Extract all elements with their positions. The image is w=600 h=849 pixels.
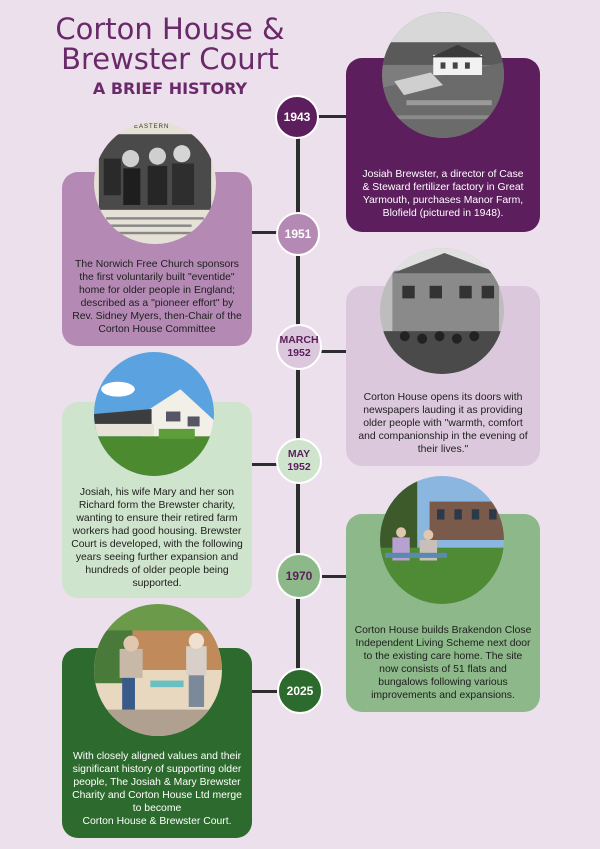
node-2025: [277, 668, 323, 714]
node-1951: [276, 212, 320, 256]
photo-brakendon-close: [380, 476, 504, 604]
node-1951-label: 1951: [284, 226, 312, 241]
card-may-1952-text: Josiah, his wife Mary and her son Richard form the Brewster charity, wanting to ensure their retired farm workers had good housing. Brewster Court is developed, with the following years seeing further expansion and hundreds of older people being supported.: [71, 487, 243, 589]
card-1970-text: Corton House builds Brakendon Close Independent Living Scheme next door to the existing care home. The site now consists of 51 flats and bungalows following various improvements and expansions.: [354, 625, 532, 701]
node-may-1952-month: MAY: [287, 448, 311, 460]
photo-manor-farm: [382, 12, 504, 138]
node-1970-label: 1970: [285, 568, 313, 583]
card-march-1952-text: Corton House opens its doors with newspapers lauding it as providing older people with "warmth, comfort and companionship in the evening of their lives.": [358, 392, 528, 455]
card-2025-text: With closely aligned values and their significant history of supporting older people, The Josiah & Mary Brewster Charity and Corton House Ltd merge to become: [72, 751, 242, 814]
page-subtitle: A BRIEF HISTORY: [92, 79, 248, 98]
photo-newspaper-clipping: [94, 122, 216, 244]
node-1943-label: 1943: [283, 109, 311, 124]
card-1951-text: The Norwich Free Church sponsors the first voluntarily built "eventide" home for older people in England; described as a "pioneer effort" by Rev. Sidney Myers, then-Chair of the Corton House Committee: [72, 259, 242, 335]
card-2025-text-end: Corton House & Brewster Court.: [82, 816, 232, 827]
title-line-2: Brewster Court: [61, 42, 279, 76]
clipping-label: EASTERN: [134, 124, 170, 130]
card-1943-text: Josiah Brewster, a director of Case & Steward fertilizer factory in Great Yarmouth, purchases Manor Farm, Blofield (pictured in 1948).: [362, 169, 524, 219]
node-march-1952: [276, 324, 322, 370]
node-1970: [276, 553, 322, 599]
title-line-1: Corton House &: [55, 12, 285, 46]
node-march-1952-year: 1952: [287, 347, 311, 359]
photo-residents-garden: [94, 604, 222, 736]
node-may-1952-year: 1952: [287, 461, 311, 473]
node-may-1952: [276, 438, 322, 484]
node-1943: [275, 95, 319, 139]
photo-brewster-court: [94, 352, 214, 476]
page-title: [40, 14, 300, 74]
timeline-axis: [296, 110, 300, 692]
node-march-1952-month: MARCH: [279, 334, 319, 346]
node-2025-label: 2025: [286, 683, 314, 698]
photo-opening-ceremony: [380, 248, 504, 374]
